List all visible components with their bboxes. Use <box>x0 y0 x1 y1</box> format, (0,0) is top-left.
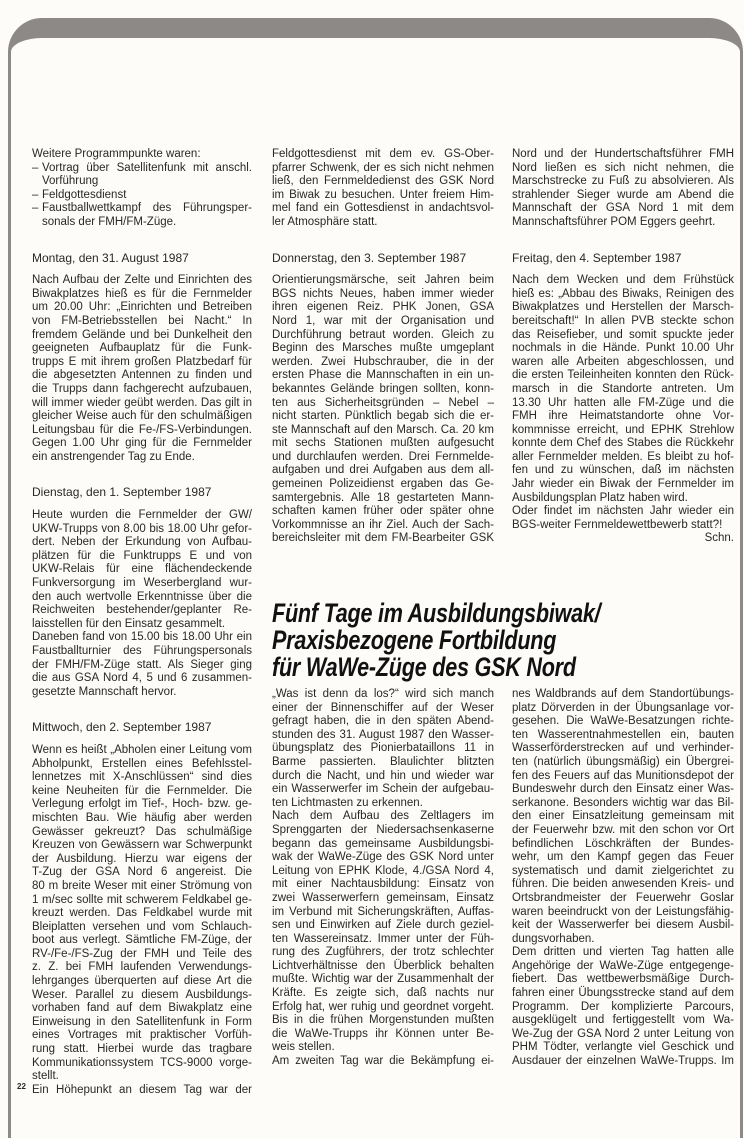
paragraph <box>512 505 734 532</box>
text-line: 1 m/sec sollte mit schwerem Feldkabel ge- <box>32 893 252 906</box>
text-column-2 <box>272 148 494 546</box>
text-line: mit einer Nachtausbildung: Einsatz von <box>272 878 494 891</box>
section-heading: Dienstag, den 1. September 1987 <box>32 485 212 500</box>
text-line: Jahr wieder ein Biwak der Fernmelder im <box>512 478 734 491</box>
list-item <box>32 162 252 189</box>
text-line: und durchlaufen werden. Drei Fernmelde- <box>272 450 494 463</box>
text-line: Reichweiten bestehender/geplanter Re- <box>32 604 252 617</box>
section-heading: Mittwoch, den 2. September 1987 <box>32 720 212 735</box>
text-line: ten aus Sicherheitsgründen – Nebel – <box>272 396 494 409</box>
text-line: ste Mannschaft auf den Marsch. Ca. 20 km <box>272 423 494 436</box>
text-line: Nach Aufbau der Zelte und Einrichten des <box>32 274 252 287</box>
text-line: ten Wassereinsatz. Immer unter der Füh- <box>272 932 494 945</box>
headline-line: Fünf Tage im Ausbildungsbiwak/ <box>272 598 601 628</box>
text-line: durch die Nacht, und hin und wieder war <box>272 769 494 782</box>
text-line: ler Atmosphäre statt. <box>272 215 378 228</box>
text-line: Nach dem Wecken und dem Frühstück <box>512 274 734 287</box>
text-line: der Ausbildung. Hierzu war eigens der <box>32 852 252 865</box>
text-line: Barme passierten. Blaulichter blitzten <box>272 755 494 768</box>
text-line: fahren einer Übungsstrecke stand auf dem <box>512 987 734 1000</box>
text-line: mischten Bau. Wie häufig aber werden <box>32 811 252 824</box>
text-line: befindlichen Löschkräften der Bundes- <box>512 837 734 850</box>
text-line: will immer wieder geübt werden. Das gilt in <box>32 396 252 409</box>
text-line: gemeinen Polizeidienst ergaben das Ge- <box>272 478 494 491</box>
text-line: Lichtverhältnisse den Überblick behalten <box>272 959 494 972</box>
text-line: Nord und der Hundertschaftsführer FMH <box>512 148 734 160</box>
text-line: UKW-Trupps von 8.00 bis 18.00 Uhr gefor- <box>32 522 252 535</box>
text-line: 80 m breite Weser mit einer Strömung von <box>32 879 252 892</box>
text-line: pfarrer Schwenk, der es sich nicht nehmen <box>272 161 494 174</box>
text-line: die abgesetzten Antennen zu finden und <box>32 369 252 382</box>
text-line: T-Zug der GSA Nord 6 angereist. Die <box>32 866 252 879</box>
text-line: fen und zu wünschen, daß im nächsten <box>512 464 734 477</box>
text-line: kommnisse erreicht, und EPHK Strehlow <box>512 423 734 436</box>
text-line: 13.30 Uhr hatten alle FM-Züge und die <box>512 396 734 409</box>
headline-line: Praxisbezogene Fortbildung <box>272 625 557 655</box>
text-line: Marschstrecke zu Fuß zu absolvieren. Als <box>512 175 734 188</box>
text-line: Nord ließen es sich nicht nehmen, die <box>512 161 734 174</box>
text-line: der Feuerwehr bzw. mit den schon vor Ort <box>512 823 734 836</box>
paragraph <box>512 946 734 1068</box>
text-line: bereitschaft!“ In allen PVB steckte schon <box>512 314 734 327</box>
text-line: plätzen für die Funktrupps E und von <box>32 549 252 562</box>
text-line: Nord 1, war mit der Organisation und <box>272 314 494 327</box>
text-line: gleicher Weise auch für den schulmäßigen <box>32 410 252 423</box>
text-line: fiebert. Das wettbewerbsmäßige Durch- <box>512 973 734 986</box>
article-headline <box>272 600 600 681</box>
text-line: Sprenggarten der Niedersachsenkaserne <box>272 823 494 836</box>
text-line: führen. Die beiden anwesenden Kreis- und <box>512 878 734 891</box>
text-line: Daneben fand von 15.00 bis 18.00 Uhr ein <box>32 631 252 644</box>
text-line: schaften kamen früher oder später ohne <box>272 505 494 518</box>
paragraph <box>272 274 494 546</box>
paragraph <box>512 274 734 505</box>
text-line: stunden des 31. August 1987 den Wasser- <box>272 728 494 741</box>
text-line: bereichsleiter mit dem FM-Bearbeiter GSK <box>272 532 494 545</box>
text-line: mel fand ein Gottesdienst in andachtsvol- <box>272 202 494 215</box>
text-line: samtergebnis. Alle 18 gestarteten Mann- <box>272 491 494 504</box>
text-line: z. Z. bei FMH laufenden Verwendungs- <box>32 961 252 974</box>
text-line: hieß es: „Abbau des Biwaks, Reinigen des <box>512 287 734 300</box>
text-column-1 <box>32 148 252 1097</box>
text-line: konnte dem Chef des Stabes die Rückkehr <box>512 437 734 450</box>
text-line: nicht starten. Pünktlich begab sich die er- <box>272 410 494 423</box>
text-line: Ausdauer der einzelnen WaWe-Trupps. Im <box>512 1055 734 1068</box>
dash-bullet: – <box>32 188 39 201</box>
text-line: Vortrag über Satellitenfunk mit anschl. <box>42 161 252 174</box>
text-line: dert. Neben der Erkundung von Aufbau- <box>32 536 252 549</box>
text-line: dungsvorhaben. <box>512 932 595 945</box>
text-line: marsch in die Standorte antreten. Um <box>512 382 734 395</box>
text-line: Faustballturnier des Führungspersonals <box>32 645 252 657</box>
text-line: Feldgottesdienst mit dem ev. GS-Ober- <box>272 148 494 160</box>
paragraph <box>32 509 252 631</box>
text-line: zwei Wasserwerfern gemeinsam, Einsatz <box>272 891 494 904</box>
paragraph <box>272 1055 494 1069</box>
text-line: strahlender Sieger wurde am Abend die <box>512 188 734 201</box>
text-line: ausgeklügelt und fertiggestellt vom Wa- <box>512 1014 734 1027</box>
text-line: ten Wasserentnahmestellen ein, bauten <box>512 728 734 741</box>
article-column-2 <box>512 688 734 1069</box>
text-line: Wenn es heißt „Abholen einer Leitung vom <box>32 743 252 756</box>
text-line: Abholpunkt, Erstellen eines Befehlsstel- <box>32 757 252 770</box>
section-heading: Freitag, den 4. September 1987 <box>512 250 682 265</box>
text-line: Oder findet im nächsten Jahr wieder ein <box>512 505 734 518</box>
text-line: Leitungsbau für die Fe-/FS-Verbindungen. <box>32 423 252 436</box>
text-line: ten (natürlich übungsmäßig) ein Übergrei- <box>512 755 734 768</box>
paragraph <box>272 148 494 230</box>
text-line: geeigneten Aufbauplatz für die Funk- <box>32 342 252 355</box>
text-line: gefragt haben, die in den späten Abend- <box>272 715 494 728</box>
text-line: Orientierungsmärsche, seit Jahren beim <box>272 274 494 287</box>
text-line: Bis in die frühen Morgenstunden mußten <box>272 1014 494 1027</box>
text-line: BGS nichts Neues, haben immer wieder <box>272 287 494 300</box>
dash-bullet: – <box>32 202 39 215</box>
text-line: Verlegung erfolgt im Tief-, Hoch- bzw. ge- <box>32 798 252 811</box>
text-line: der FMH/FM-Züge statt. Als Sieger ging <box>32 658 252 671</box>
text-line: die WaWe-Trupps ihr Können unter Be- <box>272 1027 494 1040</box>
text-line: PHM Tödter, verlangte viel Geschick und <box>512 1041 734 1054</box>
text-line: einer der Binnenschiffer auf der Weser <box>272 701 494 714</box>
text-line: ließ, den Fernmeldedienst des GSK Nord <box>272 175 494 188</box>
text-line: platz Dörverden in der Übungsanlage vor- <box>512 701 734 714</box>
text-line: sonals der FMH/FM-Züge. <box>42 215 177 228</box>
text-line: Ortsbrandmeister der Feuerwehr Goslar <box>512 891 734 904</box>
text-line: Programm. Der komplizierte Parcours, <box>512 1000 734 1013</box>
paragraph <box>32 744 252 1084</box>
text-line: das Reisefieber, und somit spuckte jeder <box>512 328 734 341</box>
text-line: Vorführung <box>42 175 99 188</box>
text-line: Dem dritten und vierten Tag hatten alle <box>512 946 734 959</box>
text-line: im Biwak zu besuchen. Unter freiem Him- <box>272 188 494 201</box>
text-line: gesetzte Mannschaft hervor. <box>32 685 177 698</box>
text-line: Beginn des Marsches mußte umgeplant <box>272 342 494 355</box>
text-line: übungsplatz des Pionierbataillons 11 in <box>272 742 494 755</box>
text-line: ein anstrengender Tag zu Ende. <box>32 450 195 463</box>
text-line: nochmals in die Hände. Punkt 10.00 Uhr <box>512 342 734 355</box>
section-heading: Montag, den 31. August 1987 <box>32 250 189 265</box>
text-line: waren alle Arbeiten abgeschlossen, und <box>512 355 734 368</box>
text-line: den einer Einsatzleitung gemeinsam mit <box>512 810 734 823</box>
text-line: We-Zug der GSA Nord 2 unter Leitung von <box>512 1027 734 1040</box>
text-line: die ersten Teileinheiten konnten den Rück- <box>512 369 734 382</box>
text-line: Erfolg hat, wer ruhig und geordnet vorgeht. <box>272 1000 494 1013</box>
text-line: keit der Wasserwerfer bei diesem Ausbil- <box>512 919 734 932</box>
paragraph <box>512 688 734 946</box>
bullet-list <box>32 162 252 230</box>
text-line: Kommunikationssystem TCS-9000 vorge- <box>32 1056 252 1069</box>
text-line: die aus GSA Nord 4, 5 und 6 zusammen- <box>32 672 252 685</box>
text-line: mußte. Wichtig war der Zusammenhalt der <box>272 973 494 986</box>
paragraph <box>512 148 734 230</box>
paragraph <box>272 810 494 1055</box>
text-line: ein Wasserwerfer im Schein der aufgebau- <box>272 783 494 796</box>
dash-bullet: – <box>32 161 39 174</box>
text-line: die Trupps dann fachgerecht aufzubauen, <box>32 382 252 395</box>
section-heading: Donnerstag, den 3. September 1987 <box>272 250 467 265</box>
text-line: begann das gemeinsame Ausbildungsbi- <box>272 837 494 850</box>
article-column-1 <box>272 688 494 1069</box>
text-line: im Verbund mit Sicherungskräften, Auffas- <box>272 905 494 918</box>
text-line: fen des Feuers auf das Munitionsdepot der <box>512 769 734 782</box>
text-line: fremdem Gelände und bei Dunkelheit den <box>32 328 252 341</box>
text-line: aller Fernmelder melden. Es bleibt zu hof- <box>512 450 734 463</box>
text-line: nes Waldbrands auf dem Standortübungs- <box>512 688 734 700</box>
paragraph <box>32 274 252 464</box>
text-line: Kreuzen von Gewässern war Schwerpunkt <box>32 839 252 852</box>
text-line: Am zweiten Tag war die Bekämpfung ei- <box>272 1055 494 1068</box>
text-line: Leitung von EPHK Klode, 4./GSA Nord 4, <box>272 864 494 877</box>
text-line: boot aus verlegt. Sämtliche FM-Züge, der <box>32 934 252 947</box>
text-line: Gegen 1.00 Uhr ging für die Fernmelder <box>32 437 252 450</box>
text-line: vorhaben fand auf dem Biwakplatz eine <box>32 1002 252 1015</box>
text-line: ten Lichtmasten zu erkennen. <box>272 796 423 809</box>
text-line: ersten Phase die Mannschaften in ein un- <box>272 369 494 382</box>
headline-line: für WaWe-Züge des GSK Nord <box>272 652 576 682</box>
list-item <box>32 189 252 203</box>
text-line: Biwakplatzes hieß es für die Fernmelder <box>32 287 252 300</box>
paragraph <box>32 631 252 699</box>
text-line: von FM-Betriebsstellen bei Nacht.“ In <box>32 314 252 327</box>
text-line: FMH ihre Heimatstandorte ohne Vor- <box>512 410 734 423</box>
text-line: Nach dem Aufbau des Zeltlagers im <box>272 810 494 823</box>
text-line: Gewässer gekreuzt? Das schulmäßige <box>32 825 252 838</box>
text-line: bekanntes Gelände bringen sollten, konn- <box>272 382 494 395</box>
text-line: rung des Zugführers, der trotz schlechter <box>272 946 494 959</box>
text-line: BGS-weiter Fernmeldewettbewerb statt?! <box>512 518 723 531</box>
paragraph <box>32 148 252 162</box>
text-line: Angehörige der WaWe-Züge entgegenge- <box>512 959 734 972</box>
text-line: laisstellen für den Einsatz gesammelt. <box>32 617 226 630</box>
list-item <box>32 202 252 229</box>
text-line: systematisch und damit zielgerichtet zu <box>512 864 734 877</box>
text-line: sen und Einwirken auf Ziele durch geziel- <box>272 919 494 932</box>
text-line: Einweisung in den Satellitenfunk in Form <box>32 1015 252 1028</box>
text-line: keine Neuheiten für die Fernmelder. Die <box>32 784 252 797</box>
text-line: Ein Höhepunkt an diesem Tag war der <box>32 1083 252 1096</box>
author-signature: Schn. <box>704 532 734 545</box>
paragraph <box>272 688 494 810</box>
text-line: Weser. Parallel zu diesem Ausbildungs- <box>32 988 252 1001</box>
text-line: Heute wurden die Fernmelder der GW/ <box>32 509 252 522</box>
text-line: eines Vortrages mit praktischer Vorfüh- <box>32 1029 252 1042</box>
text-line: werden. Zwei Hubschrauber, die in der <box>272 355 494 368</box>
text-line: stellt. <box>32 1070 59 1083</box>
text-line: UKW-Relais für eine flächendeckende <box>32 563 252 576</box>
text-line: Feldgottesdienst <box>42 188 127 201</box>
text-column-3 <box>512 148 734 546</box>
text-line: Weitere Programmpunkte waren: <box>32 148 201 160</box>
text-line: kreuzt werden. Das Feldkabel wurde mit <box>32 907 252 920</box>
text-line: Kräfte. Es zeigte sich, daß nachts nur <box>272 987 494 1000</box>
text-line: trupps E mit ihrem großen Platzbedarf für <box>32 355 252 368</box>
text-line: Vorkommnisse an ihr Ziel. Auch der Sach- <box>272 518 494 531</box>
text-line: serkanone. Besonders wichtig war das Bil- <box>512 796 734 809</box>
text-line: ihren eigenen Reiz. PHK Jonen, GSA <box>272 301 494 314</box>
text-line: „Was ist denn da los?“ wird sich manch <box>272 688 494 700</box>
text-line: Faustballwettkampf des Führungsper- <box>42 202 252 215</box>
paragraph <box>32 1084 252 1098</box>
text-line: Bleiplatten versehen und vom Schlauch- <box>32 920 252 933</box>
text-line: Biwakplatzes und Herstellen der Marsch- <box>512 301 734 314</box>
page-number: 22 <box>17 1082 26 1091</box>
text-line: Mannschaft der GSA Nord 1 mit dem <box>512 202 734 215</box>
text-line: gesehen. Die WaWe-Besatzungen richte- <box>512 715 734 728</box>
text-line: Durchführung betraut worden. Gleich zu <box>272 328 494 341</box>
text-line: Mannschaftsführer POM Eggers geehrt. <box>512 215 716 228</box>
text-line: wak der WaWe-Züge des GSK Nord unter <box>272 851 494 864</box>
text-line: Bundeswehr durch den Einsatz einer Was- <box>512 783 734 796</box>
text-line: lennetzes mit X-Anschlüssen“ sind dies <box>32 771 252 784</box>
text-line: mit sechs Stationen mußten aufgesucht <box>272 437 494 450</box>
text-line: aufgaben und drei Aufgaben aus dem all- <box>272 464 494 477</box>
text-line: wehr, um den Kampf gegen das Feuer <box>512 851 734 864</box>
text-line: Ausbildungsplan Platz haben wird. <box>512 491 688 504</box>
text-line: den auch wertvolle Erkenntnisse über die <box>32 590 252 603</box>
text-line: weis stellen. <box>272 1041 335 1054</box>
text-line: Wasserförderstrecken auf und verhinder- <box>512 742 734 755</box>
text-line: Funkversorgung im Weserbergland wur- <box>32 577 252 590</box>
text-line: um 20.00 Uhr: „Einrichten und Betreiben <box>32 301 252 314</box>
text-line: waren beeindruckt von der Leistungsfähig- <box>512 905 734 918</box>
text-line: rung statt. Hierbei wurde das tragbare <box>32 1043 252 1056</box>
text-line: lehrganges überquerten auf diese Art die <box>32 975 252 988</box>
text-line: RV-/Fe-/FS-Zug der FMH und Teile des <box>32 947 252 960</box>
